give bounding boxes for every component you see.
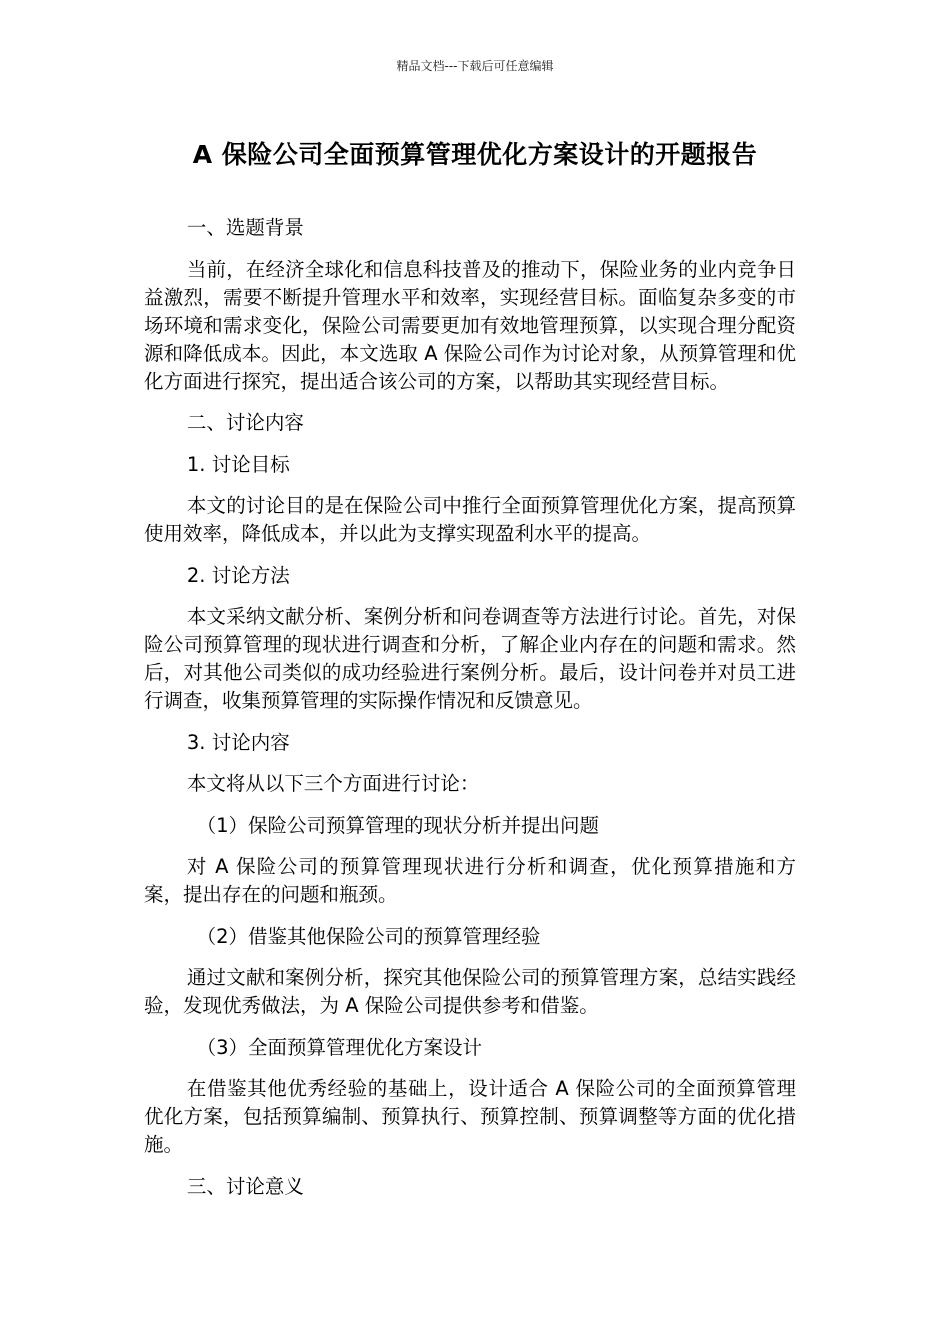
paragraph-content-intro: 本文将从以下三个方面进行讨论： [186,772,480,795]
subheading-method: 2. 讨论方法 [186,563,290,587]
list-item-heading-1: （1）保险公司预算管理的现状分析并提出问题 [196,813,600,837]
paragraph-method: 本文采纳文献分析、案例分析和问卷调查等方法进行讨论。首先，对保险公司预算管理的现状进行调查和分析，了解企业内存在的问题和需求。然后，对其他公司类似的成功经验进行案例分析。最后，设计问卷并对员工进行调查，收集预算管理的实际操作情况和反馈意见。 [144,605,796,712]
paragraph-item-2: 通过文献和案例分析，探究其他保险公司的预算管理方案，总结实践经验，发现优秀做法，为 A 保险公司提供参考和借鉴。 [144,966,796,1017]
paragraph-item-1: 对 A 保险公司的预算管理现状进行分析和调查，优化预算措施和方案，提出存在的问题和瓶颈。 [144,855,796,906]
list-item-heading-3: （3）全面预算管理优化方案设计 [196,1035,483,1059]
header-note: 精品文档---下载后可任意编辑 [396,59,554,73]
section-heading-content: 二、讨论内容 [186,411,304,434]
section-heading-background: 一、选题背景 [186,216,304,239]
section-heading-significance: 三、讨论意义 [186,1174,304,1198]
subheading-content: 3. 讨论内容 [186,730,290,754]
paragraph-item-3: 在借鉴其他优秀经验的基础上，设计适合 A 保险公司的全面预算管理优化方案，包括预算编制、预算执行、预算控制、预算调整等方面的优化措施。 [144,1077,796,1156]
subheading-goal: 1. 讨论目标 [186,452,290,476]
document-body [144,214,796,1214]
paragraph-background: 当前，在经济全球化和信息科技普及的推动下，保险业务的业内竞争日益激烈，需要不断提升管理水平和效率，实现经营目标。面临复杂多变的市场环境和需求变化，保险公司需要更加有效地管理预算，以实现合理分配资源和降低成本。因此，本文选取 A 保险公司作为讨论对象，从预算管理和优化方面进行探究，提出适合该公司的方案，以帮助其实现经营目标。 [144,257,796,393]
list-item-heading-2: （2）借鉴其他保险公司的预算管理经验 [196,924,541,948]
document-title: A 保险公司全面预算管理优化方案设计的开题报告 [192,140,758,169]
paragraph-goal: 本文的讨论目的是在保险公司中推行全面预算管理优化方案，提高预算使用效率，降低成本，并以此为支撑实现盈利水平的提高。 [144,494,796,545]
